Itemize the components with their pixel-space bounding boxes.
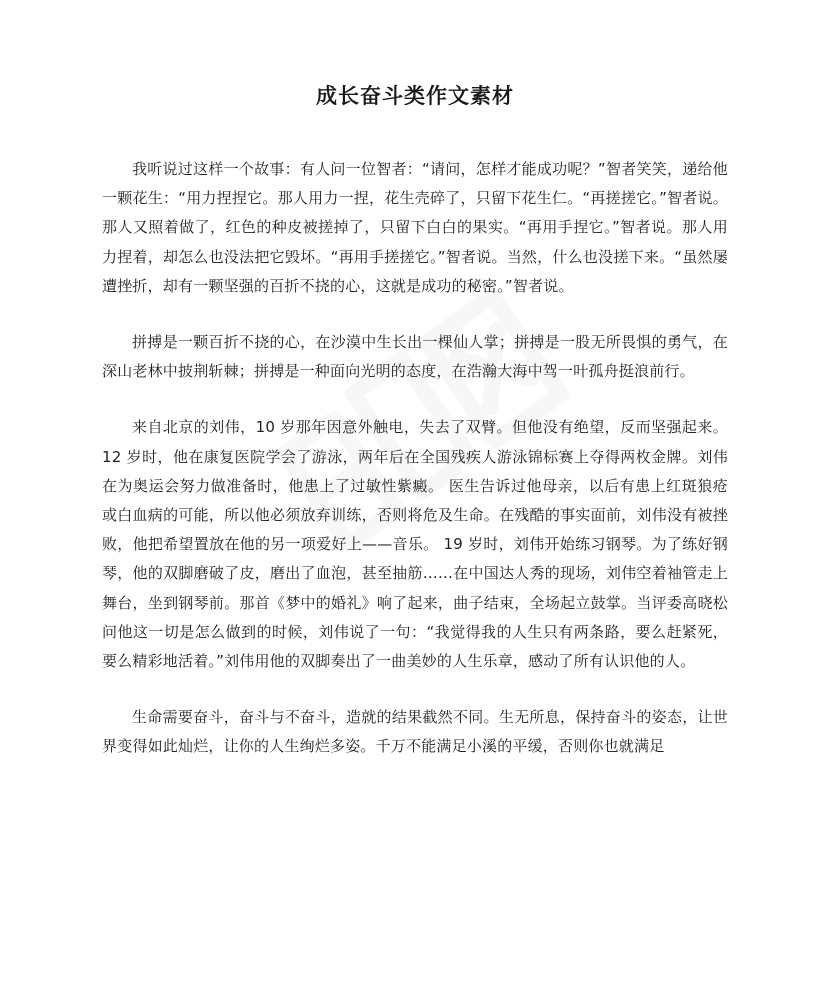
page-title: 成长奋斗类作文素材 [316,84,514,108]
paragraph-2: 拼搏是一颗百折不挠的心，在沙漠中生长出一棵仙人掌；拼搏是一股无所畏惧的勇气，在深山老林中披荆斩棘；拼搏是一种面向光明的态度，在浩瀚大海中驾一叶孤舟挺浪前行。 [102,333,728,381]
paragraph-1: 我听说过这样一个故事：有人问一位智者：“请问，怎样才能成功呢？”智者笑笑，递给他一颗花生：“用力捏捏它。那人用力一捏，花生壳碎了，只留下花生仁。“再搓搓它。”智者说。那人又照着做了，红色的种皮被搓掉了，只留下白白的果实。“再用手捏它。”智者说。那人用力捏着，却怎么也没法把它毁坏。“再用手搓搓它。”智者说。当然，什么也没搓下来。“虽然屡遭挫折，却有一颗坚强的百折不挠的心，这就是成功的秘密。”智者说。 [102,160,728,295]
document-body [102,155,728,789]
paragraph-4: 生命需要奋斗，奋斗与不奋斗，造就的结果截然不同。生无所息，保持奋斗的姿态，让世界变得如此灿烂，让你的人生绚烂多姿。千万不能满足小溪的平缓，否则你也就满足 [102,708,728,756]
paragraph-3: 来自北京的刘伟，10 岁那年因意外触电，失去了双臂。但他没有绝望，反而坚强起来。12 岁时，他在康复医院学会了游泳，两年后在全国残疾人游泳锦标赛上夺得两枚金牌。刘伟在为奥运会努力做准备时，他患上了过敏性紫癜。 医生告诉过他母亲，以后有患上红斑狼疮或白血病的可能，所以他必须放弃训练，否则将危及生命。在残酷的事实面前，刘伟没有被挫败，他把希望置放在他的另一项爱好上——音乐。 19 岁时，刘伟开始练习钢琴。为了练好钢琴，他的双脚磨破了皮，磨出了血泡，甚至抽筋……在中国达人秀的现场，刘伟空着袖管走上舞台，坐到钢琴前。那首《梦中的婚礼》响了起来，曲子结束，全场起立鼓掌。当评委高晓松问他这一切是怎么做到的时候，刘伟说了一句：“我觉得我的人生只有两条路，要么赶紧死，要么精彩地活着。”刘伟用他的双脚奏出了一曲美妙的人生乐章，感动了所有认识他的人。 [102,418,728,671]
